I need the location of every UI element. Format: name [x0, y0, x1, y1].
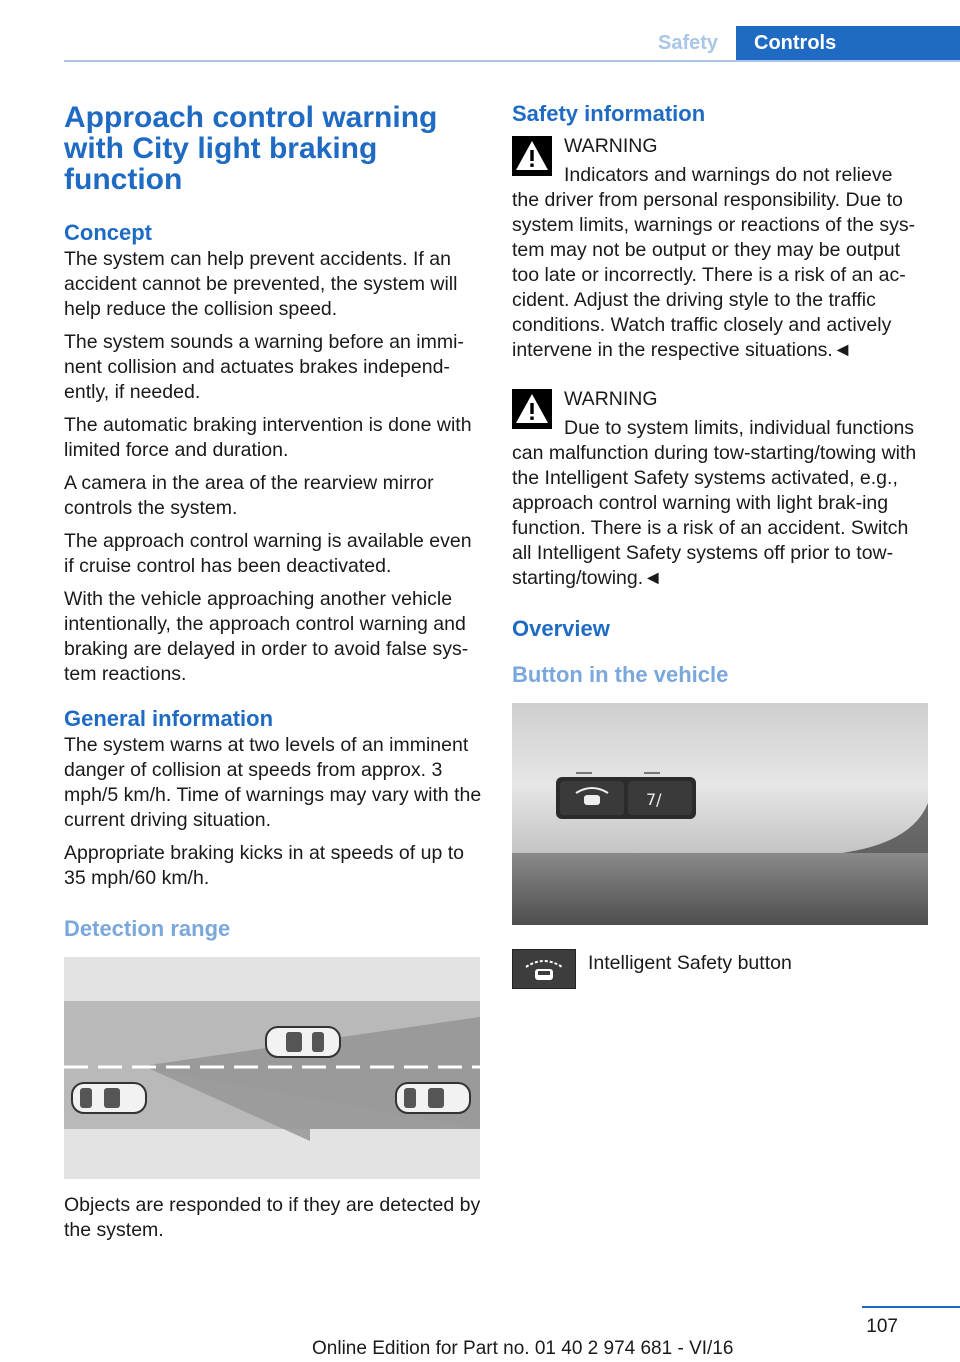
intelligent-safety-button-label: Intelligent Safety button: [588, 952, 792, 974]
general-info-heading: General information: [64, 706, 274, 731]
header-tab-safety[interactable]: Safety: [657, 32, 719, 54]
intelligent-safety-row: [512, 949, 932, 989]
concept-paragraph: With the vehicle approaching another vehicle intentionally, the approach control warning and braking are delayed in order to avoid false sys‐tem reactions.: [64, 588, 469, 685]
warning-triangle-icon: [512, 136, 552, 176]
right-column: [512, 100, 932, 989]
footer-text: Online Edition for Part no. 01 40 2 974 681 - VI/16: [312, 1338, 734, 1359]
vehicle-button-illustration: [512, 703, 928, 925]
warning-block: [512, 134, 932, 363]
safety-info-heading: Safety information: [512, 101, 706, 126]
concept-paragraph: The system can help prevent accidents. If an accident cannot be prevented, the system will help reduce the collision speed.: [64, 248, 458, 320]
overview-heading: Overview: [512, 616, 610, 641]
warning-text: Due to system limits, individual functions: [564, 417, 915, 439]
intelligent-safety-button-icon: [512, 949, 576, 989]
warning-triangle-icon: [512, 389, 552, 429]
button-photo: [512, 703, 928, 925]
warning-text: Indicators and warnings do not relieve: [564, 164, 893, 186]
page-title: Approach control warning with City light braking function: [64, 101, 438, 196]
page-number: 107: [866, 1316, 898, 1337]
left-column: [64, 102, 482, 1243]
car-icon: [72, 1083, 146, 1113]
page-number-rule: [862, 1306, 960, 1308]
warning-block: [512, 387, 932, 591]
detection-range-figure: [64, 957, 480, 1179]
general-info-paragraph: The system warns at two levels of an imminent danger of collision at speeds from approx. 3 mph/5 km/h. Time of warnings may vary with the current driving situation.: [64, 734, 482, 831]
car-icon: [266, 1027, 340, 1057]
detection-range-caption: Objects are responded to if they are detected by the system.: [64, 1194, 481, 1241]
concept-heading: Concept: [64, 220, 152, 245]
header-rule: [64, 60, 960, 62]
header-tab-controls[interactable]: Controls: [736, 26, 960, 60]
svg-text:7/: 7/: [646, 790, 662, 809]
warning-label: WARNING: [564, 135, 658, 157]
concept-paragraph: The system sounds a warning before an immi‐nent collision and actuates brakes independ‐ently, if needed.: [64, 331, 464, 403]
warning-label: WARNING: [564, 388, 658, 410]
concept-paragraph: A camera in the area of the rearview mirror controls the system.: [64, 472, 434, 519]
car-icon: [396, 1083, 470, 1113]
general-info-paragraph: Appropriate braking kicks in at speeds of up to 35 mph/60 km/h.: [64, 842, 464, 889]
detection-range-heading: Detection range: [64, 916, 231, 941]
warning-text: can malfunction during tow-starting/towing with the Intelligent Safety systems activated, e.g., approach control warning with light brak‐ing function. There is a risk of an accident. Switch all Intelligent Safety systems off prior to tow-starting/towing.◄: [512, 442, 917, 589]
warning-text: the driver from personal responsibility. Due to system limits, warnings or reactions of the sys‐tem may not be output or they may be output too late or incorrectly. There is a risk of an ac‐cident. Adjust the driving style to the traffic conditions. Watch traffic closely and actively intervene in the respective situations.◄: [512, 189, 916, 361]
concept-paragraph: The automatic braking intervention is done with limited force and duration.: [64, 414, 472, 461]
detection-range-illustration: [64, 957, 480, 1179]
button-in-vehicle-heading: Button in the vehicle: [512, 662, 729, 687]
concept-paragraph: The approach control warning is available even if cruise control has been deactivated.: [64, 530, 472, 577]
